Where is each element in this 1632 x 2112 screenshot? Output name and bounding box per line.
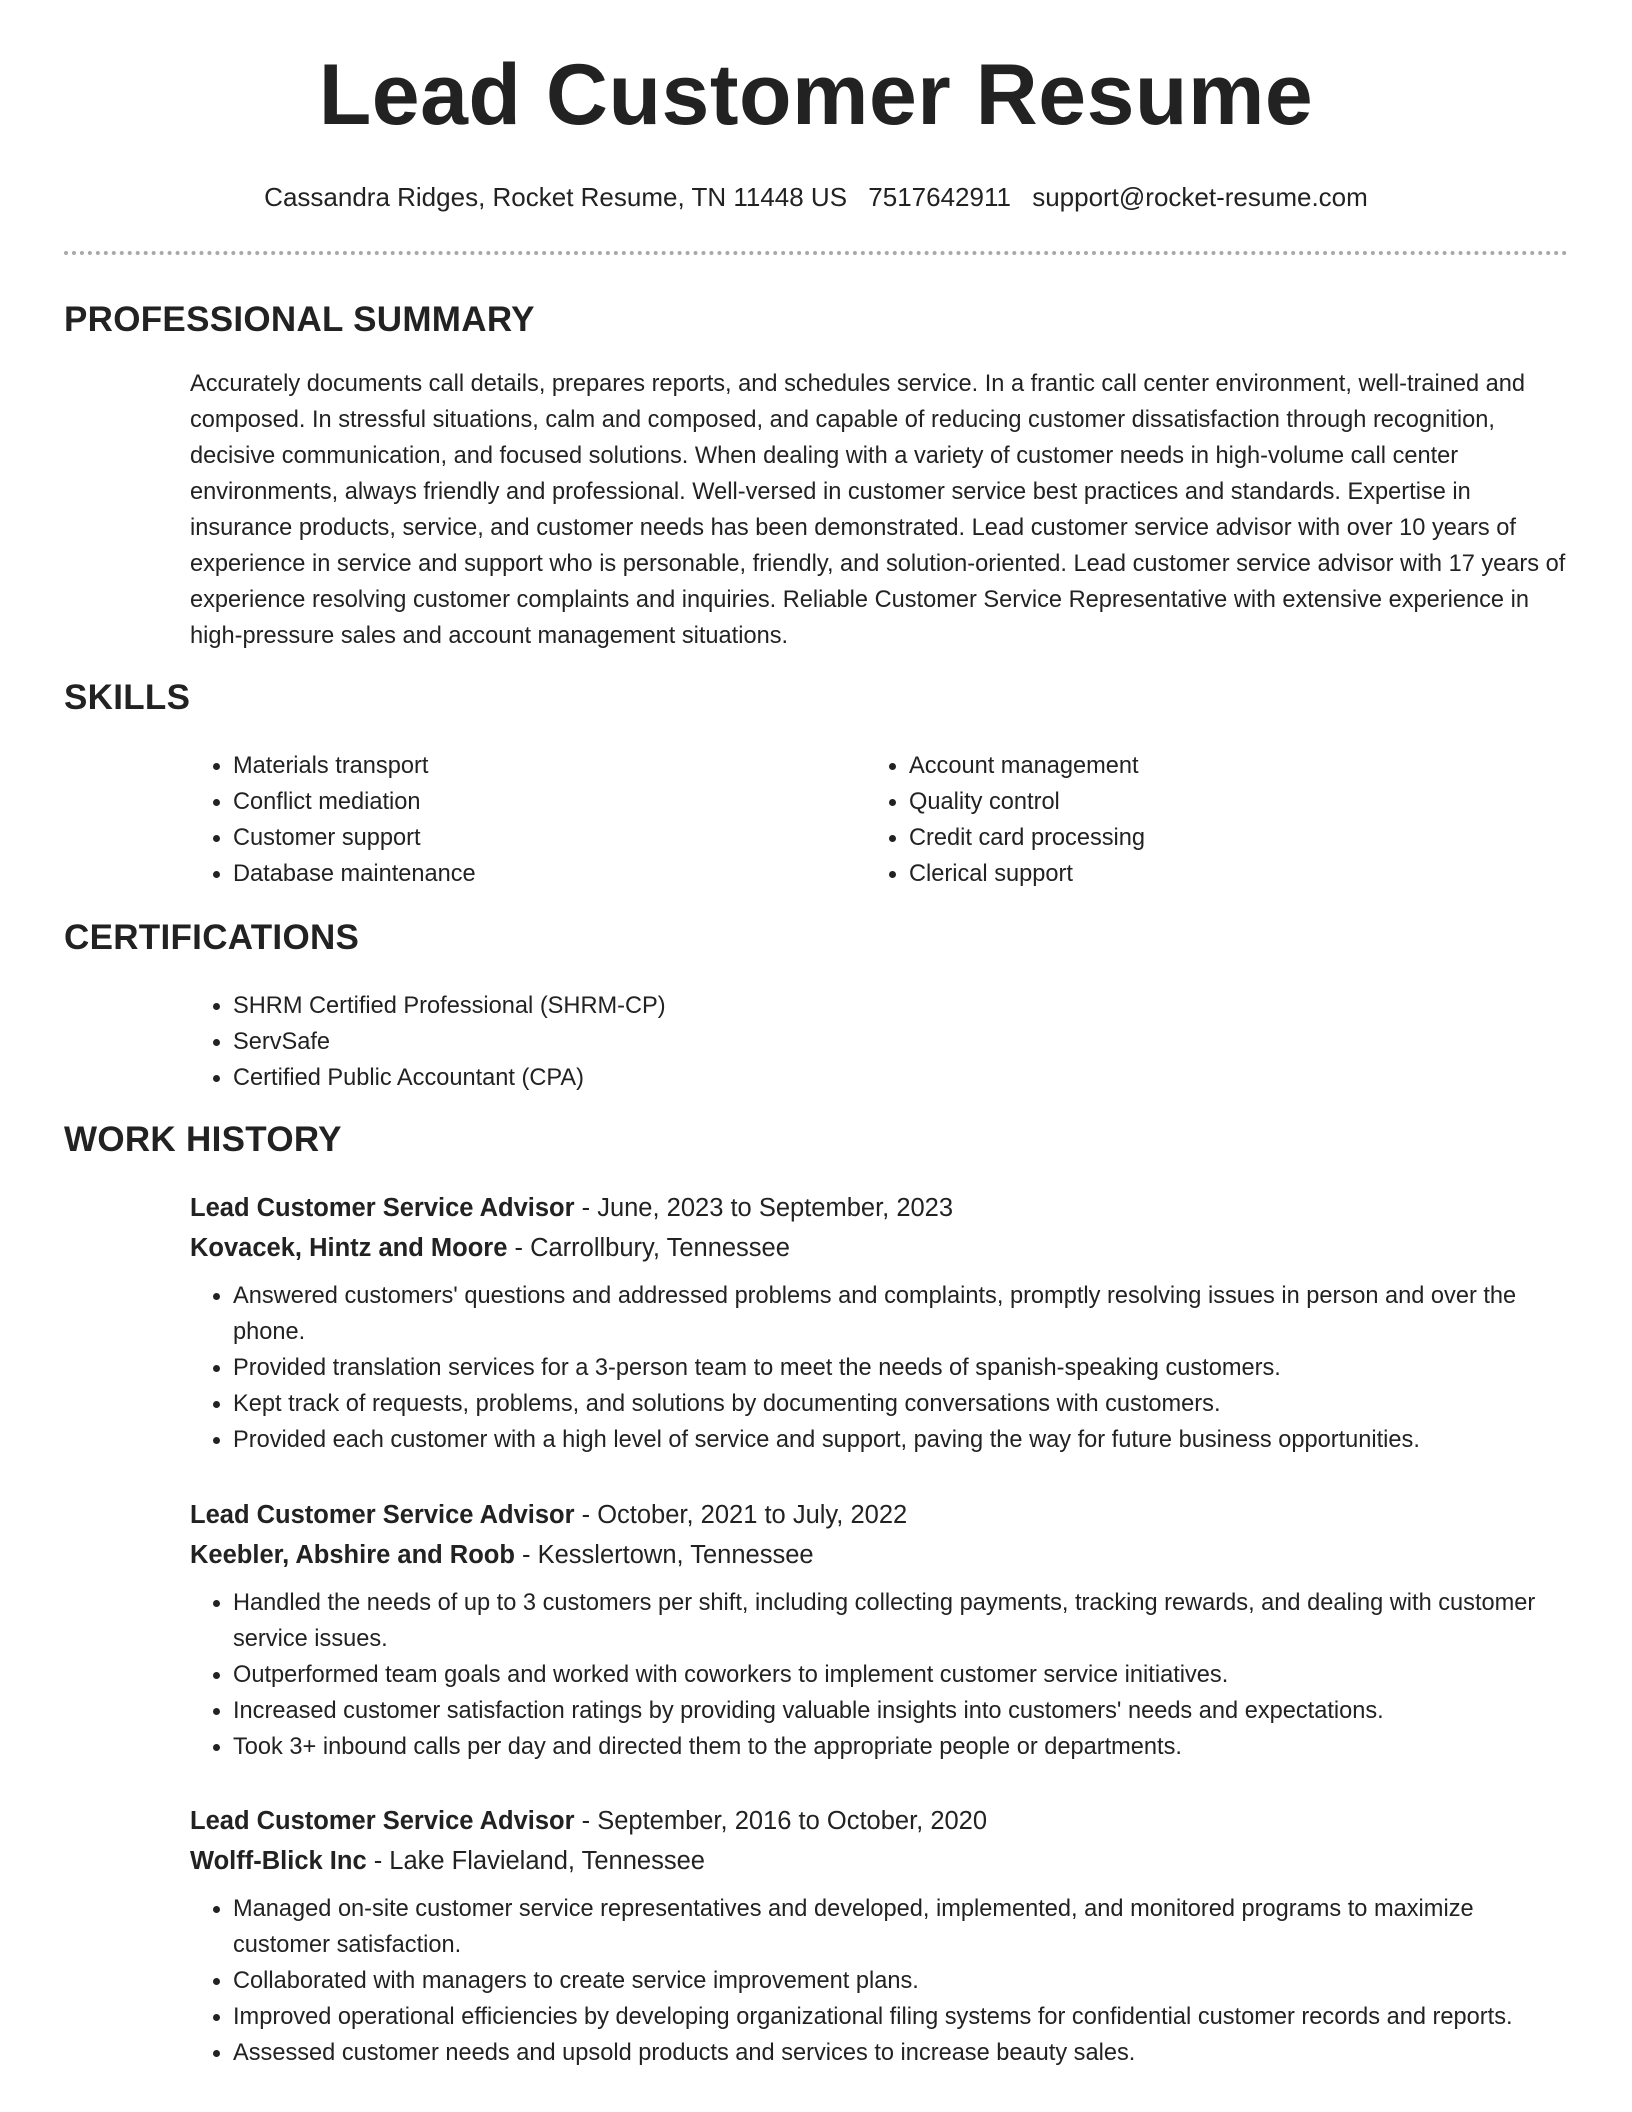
job-company: Kovacek, Hintz and Moore bbox=[190, 1234, 508, 1262]
skill-item: • Materials transport bbox=[233, 748, 810, 784]
job-title: Lead Customer Service Advisor bbox=[190, 1807, 575, 1835]
summary-heading: PROFESSIONAL SUMMARY bbox=[64, 300, 535, 339]
job-title: Lead Customer Service Advisor bbox=[190, 1501, 575, 1529]
certification-item: • SHRM Certified Professional (SHRM-CP) bbox=[233, 988, 1090, 1024]
job-bullet: • Took 3+ inbound calls per day and directed them to the appropriate people or departments. bbox=[233, 1729, 1568, 1765]
summary-text: Accurately documents call details, prepares reports, and schedules service. In a frantic call center environment, well-trained and composed. In stressful situations, calm and composed, and capable of reducing customer dissatisfaction through recognition, decisive communication, and focused solutions. When dealing with a variety of customer needs in high-volume call center environments, always friendly and professional. Well-versed in customer service best practices and standards. Expertise in insurance products, service, and customer needs has been demonstrated. Lead customer service advisor with over 10 years of experience in service and support who is personable, friendly, and solution-oriented. Lead customer service advisor with 17 years of experience resolving customer complaints and inquiries. Reliable Customer Service Representative with extensive experience in high-pressure sales and account management situations. bbox=[190, 371, 1566, 649]
skill-item: • Account management bbox=[909, 748, 1486, 784]
job-bullet: • Kept track of requests, problems, and solutions by documenting conversations with customers. bbox=[233, 1386, 1568, 1422]
contact-line bbox=[0, 182, 1632, 213]
skill-item: • Database maintenance bbox=[233, 856, 810, 892]
job-title-line bbox=[190, 1188, 1568, 1228]
skills-column-left bbox=[190, 748, 810, 892]
job-company: Wolff-Blick Inc bbox=[190, 1847, 367, 1875]
job-location: - Carrollbury, Tennessee bbox=[507, 1234, 790, 1262]
skills-column-right bbox=[866, 748, 1486, 892]
job-bullet: • Managed on-site customer service representatives and developed, implemented, and monitored programs to maximize customer satisfaction. bbox=[233, 1891, 1568, 1963]
job-dates: - September, 2016 to October, 2020 bbox=[574, 1807, 988, 1835]
job-entry bbox=[190, 1188, 1568, 1458]
job-dates: - June, 2023 to September, 2023 bbox=[574, 1194, 954, 1222]
job-bullet: • Assessed customer needs and upsold products and services to increase beauty sales. bbox=[233, 2035, 1568, 2071]
job-bullet: • Provided translation services for a 3-person team to meet the needs of spanish-speaking customers. bbox=[233, 1350, 1568, 1386]
skill-item: • Customer support bbox=[233, 820, 810, 856]
job-title-line bbox=[190, 1495, 1568, 1535]
job-bullet: • Collaborated with managers to create service improvement plans. bbox=[233, 1963, 1568, 1999]
job-entry bbox=[190, 1495, 1568, 1765]
job-bullet: • Answered customers' questions and addressed problems and complaints, promptly resolving issues in person and over the phone. bbox=[233, 1278, 1568, 1350]
certifications-heading: CERTIFICATIONS bbox=[64, 918, 360, 957]
job-bullet: • Handled the needs of up to 3 customers per shift, including collecting payments, tracking rewards, and dealing with customer service issues. bbox=[233, 1585, 1568, 1657]
contact-address: Cassandra Ridges, Rocket Resume, TN 11448 US bbox=[264, 182, 848, 212]
job-company-line bbox=[190, 1841, 1568, 1881]
job-bullet: • Increased customer satisfaction ratings by providing valuable insights into customers' needs and expectations. bbox=[233, 1693, 1568, 1729]
job-location: - Lake Flavieland, Tennessee bbox=[366, 1847, 705, 1875]
job-entry bbox=[190, 1801, 1568, 2071]
skills-heading: SKILLS bbox=[64, 678, 191, 717]
job-bullets bbox=[190, 1585, 1568, 1765]
job-company-line bbox=[190, 1535, 1568, 1575]
certifications-list bbox=[190, 988, 1090, 1096]
job-title: Lead Customer Service Advisor bbox=[190, 1194, 575, 1222]
skill-item: • Credit card processing bbox=[909, 820, 1486, 856]
job-company-line bbox=[190, 1228, 1568, 1268]
job-title-line bbox=[190, 1801, 1568, 1841]
job-bullets bbox=[190, 1891, 1568, 2071]
resume-title: Lead Customer Resume bbox=[318, 47, 1314, 143]
job-dates: - October, 2021 to July, 2022 bbox=[574, 1501, 908, 1529]
job-company: Keebler, Abshire and Roob bbox=[190, 1541, 515, 1569]
work-history-heading: WORK HISTORY bbox=[64, 1120, 342, 1159]
certification-item: • Certified Public Accountant (CPA) bbox=[233, 1060, 1090, 1096]
job-bullet: • Improved operational efficiencies by developing organizational filing systems for confidential customer records and reports. bbox=[233, 1999, 1568, 2035]
contact-phone: 7517642911 bbox=[868, 182, 1011, 212]
job-location: - Kesslertown, Tennessee bbox=[514, 1541, 814, 1569]
job-bullets bbox=[190, 1278, 1568, 1458]
skill-item: • Clerical support bbox=[909, 856, 1486, 892]
certification-item: • ServSafe bbox=[233, 1024, 1090, 1060]
skill-item: • Quality control bbox=[909, 784, 1486, 820]
job-bullet: • Provided each customer with a high level of service and support, paving the way for future business opportunities. bbox=[233, 1422, 1568, 1458]
contact-email: support@rocket-resume.com bbox=[1032, 182, 1368, 212]
skill-item: • Conflict mediation bbox=[233, 784, 810, 820]
header-divider bbox=[64, 251, 1568, 255]
job-bullet: • Outperformed team goals and worked with coworkers to implement customer service initiatives. bbox=[233, 1657, 1568, 1693]
